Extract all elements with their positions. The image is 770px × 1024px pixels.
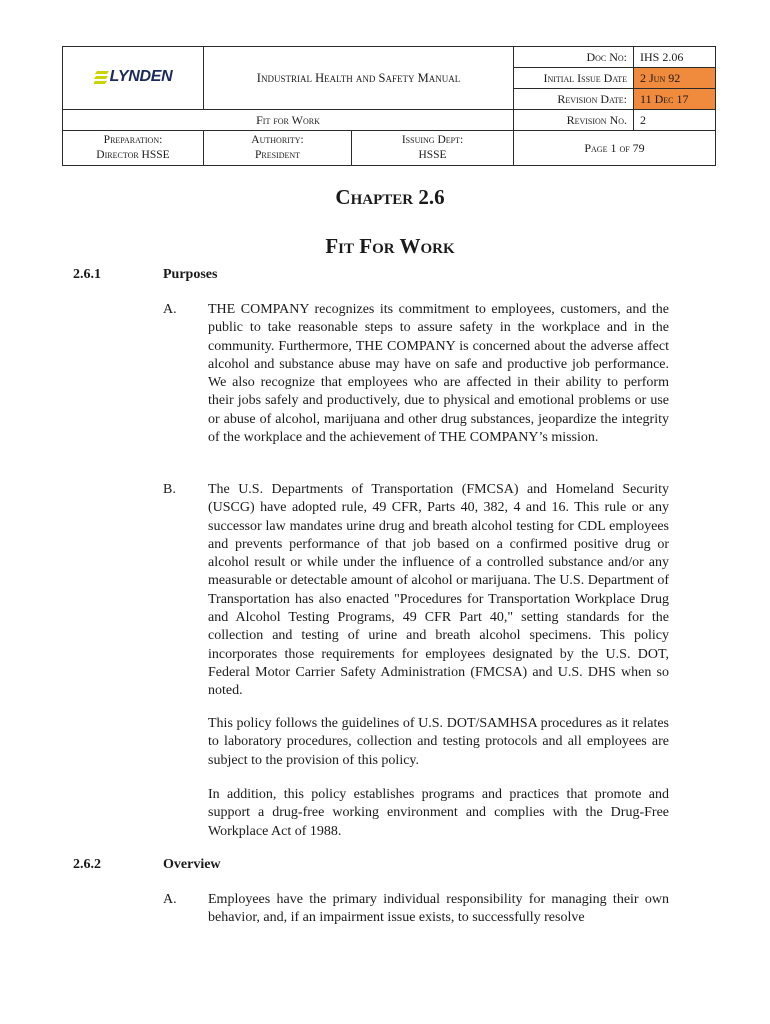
revision-date-value: 11 Dec 17: [634, 89, 716, 110]
authority-value: President: [254, 149, 301, 161]
paragraph: In addition, this policy establishes programs and practices that promote and support a drug-free working environment and complies with the Drug-Free Workplace Act of 1988.: [208, 787, 669, 839]
issuing-dept-label: Issuing Dept:: [401, 134, 464, 146]
revision-no-value: 2: [634, 110, 716, 131]
logo-cell: [63, 47, 204, 110]
section-number: 2.6.2: [73, 857, 101, 872]
doc-no-value: IHS 2.06: [634, 47, 716, 68]
company-logo: [94, 68, 173, 86]
section-title: Overview: [163, 857, 221, 872]
preparation-value: Director HSSE: [96, 149, 170, 161]
issuing-dept-value: HSSE: [418, 149, 447, 161]
paragraph: This policy follows the guidelines of U.S. DOT/SAMHSA procedures as it relates to laboratory procedures, collection and testing protocols and all employees are subject to the provision of this policy.: [208, 716, 669, 768]
doc-no-label: Doc No:: [514, 47, 634, 68]
issuing-dept-cell: [352, 131, 514, 166]
page-number: Page 1 of 79: [514, 131, 716, 166]
revision-no-label: Revision No.: [514, 110, 634, 131]
section-number: 2.6.1: [73, 267, 101, 282]
section-title: Purposes: [163, 267, 218, 282]
policy-title: Fit for Work: [63, 110, 514, 131]
initial-issue-label: Initial Issue Date: [514, 68, 634, 89]
paragraph: Employees have the primary individual responsibility for managing their own behavior, and, if an impairment issue exists, to successfully resolve: [208, 892, 669, 926]
preparation-label: Preparation:: [103, 134, 163, 146]
item-letter: A.: [163, 302, 177, 317]
chapter-subtitle: Fit For Work: [325, 234, 455, 258]
chapter-title: Chapter 2.6: [335, 185, 445, 209]
lynden-logo-icon: [94, 71, 109, 84]
authority-cell: [204, 131, 352, 166]
item-letter: B.: [163, 482, 176, 497]
authority-label: Authority:: [251, 134, 304, 146]
manual-title: Industrial Health and Safety Manual: [204, 47, 514, 110]
initial-issue-value: 2 Jun 92: [634, 68, 716, 89]
revision-date-label: Revision Date:: [514, 89, 634, 110]
paragraph: THE COMPANY recognizes its commitment to employees, customers, and the public to take reasonable steps to assure safety in the workplace and in the community. Furthermore, THE COMPANY is concerned about the adverse affect alcohol and substance abuse may have on safe and productive job performance. We also recognize that employees who are affected in their ability to perform their jobs safely and productively, due to physical and emotional problems or use or abuse of alcohol, marijuana and other drug substances, jeopardize the integrity of the workplace and the achievement of THE COMPANY’s mission.: [208, 302, 669, 446]
logo-text: LYNDEN: [109, 68, 173, 86]
item-letter: A.: [163, 892, 177, 907]
preparation-cell: [63, 131, 204, 166]
document-header-table: [62, 46, 716, 166]
paragraph: The U.S. Departments of Transportation (FMCSA) and Homeland Security (USCG) have adopted rule, 49 CFR, Parts 40, 382, 4 and 16. This rule or any successor law mandates urine drug and breath alcohol testing for CDL employees and prevents performance of that job based on a confirmed positive drug or alcohol result or while under the influence of a controlled substance and/or any measurable or detectable amount of alcohol or marijuana. The U.S. Department of Transportation has also enacted "Procedures for Transportation Workplace Drug and Alcohol Testing Programs, 49 CFR Part 40," setting standards for the collection and testing of urine and breath alcohol specimens. This policy incorporates those requirements for employees designated by the U.S. DOT, Federal Motor Carrier Safety Administration (FMCSA) and U.S. DHS when so noted.: [208, 482, 669, 699]
